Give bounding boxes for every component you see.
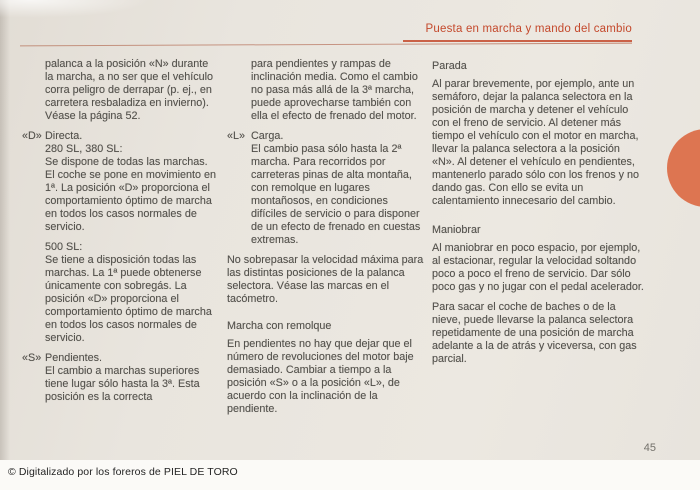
subheading-parada: Parada <box>432 60 467 72</box>
entry-body: El cambio a marchas superiores tiene lugar sólo hasta la 3ª. Esta posición es la correcta <box>45 365 200 403</box>
paragraph <box>22 58 219 123</box>
column-left <box>22 58 219 411</box>
selector-entry-s <box>22 352 219 404</box>
entry-body: Se dispone de todas las marchas. El coche se pone en movimiento en 1ª. La posición «D» proporciona el comportamiento óptimo de marcha en todos los casos normales de servicio. <box>45 156 217 233</box>
paragraph: En pendientes no hay que dejar que el número de revoluciones del motor baje demasiado. Cambiar a tiempo a la posición «S» o a la posición «L», de acuerdo con la inclinación de la pendiente. <box>227 338 414 415</box>
paragraph: Para sacar el coche de baches o de la nieve, puede llevarse la palanca selectora repetidamente de una posición de marcha adelante a la de atrás y viceversa, con gas parcial. <box>432 301 637 365</box>
column-right <box>432 58 644 373</box>
subheading-marcha-con-remolque: Marcha con remolque <box>227 320 332 332</box>
column-middle <box>227 58 426 423</box>
paragraph: Al parar brevemente, por ejemplo, ante un semáforo, dejar la palanca selectora en la posición de marcha y detener el vehículo con el freno de servicio. Al detener más tiempo el vehículo con el motor en marcha, llevar la palanca selectora a la posición «N». Al detener el vehículo en pendientes, mantenerlo parado sólo con los frenos y no dando gas. Con ello se evita un calentamiento innecesario del cambio. <box>432 78 640 207</box>
selector-label-d: «D» <box>22 130 42 142</box>
entry-title: Carga. <box>251 130 284 142</box>
continued-paragraph: para pendientes y rampas de inclinación media. Como el cambio no pasa más allá de la 3ª marcha, puede aprovecharse también con ella el efecto de frenado del motor. <box>251 58 418 122</box>
entry-body: Se tiene a disposición todas las marchas. La 1ª puede obtenerse únicamente con sobregás. La posición «D» proporciona el comportamiento óptimo de marcha en todos los casos normales de servicio. <box>45 254 212 344</box>
subheading-maniobrar: Maniobrar <box>432 224 481 236</box>
page-number: 45 <box>643 442 656 454</box>
note-paragraph: No sobrepasar la velocidad máxima para las distintas posiciones de la palanca selectora. Véase las marcas en el tacómetro. <box>227 254 424 305</box>
paragraph: Al maniobrar en poco espacio, por ejemplo, al estacionar, regular la velocidad soltando poco a poco el freno de servicio. Dar sólo poco gas y no jugar con el pedal acelerador. <box>432 242 644 293</box>
title-underline <box>403 40 632 42</box>
continued-paragraph: palanca a la posición «N» durante la marcha, a no ser que el vehículo corra peligro de derrapar (p. ej., en carretera resbaladiza en invierno). Véase la página 52. <box>45 58 214 122</box>
selector-label-l: «L» <box>227 130 246 142</box>
entry-body: El cambio pasa sólo hasta la 2ª marcha. Para recorridos por carreteras pinas de alta montaña, con remolque en lugares montañosos, en condiciones difíciles de servicio o para disponer de un efecto de frenado en cuestas extremas. <box>251 143 421 246</box>
selector-entry-d-500sl <box>22 241 219 345</box>
entry-title: Pendientes. <box>45 352 103 364</box>
model-line: 500 SL: <box>45 241 83 253</box>
chapter-title: Puesta en marcha y mando del cambio <box>425 23 632 35</box>
label-gutter <box>227 58 251 123</box>
selector-entry-d <box>22 130 219 234</box>
model-line: 280 SL, 380 SL: <box>45 143 123 155</box>
label-gutter <box>22 241 45 345</box>
entry-title: Directa. <box>45 130 83 142</box>
scan-credit-footer: © Digitalizado por los foreros de PIEL DE TORO <box>8 466 238 478</box>
header-rule <box>20 43 632 47</box>
selector-entry-l <box>227 130 426 247</box>
selector-label-s: «S» <box>22 352 42 364</box>
paragraph <box>227 58 426 123</box>
label-gutter <box>22 58 45 123</box>
thumb-index-tab-icon <box>667 129 700 207</box>
